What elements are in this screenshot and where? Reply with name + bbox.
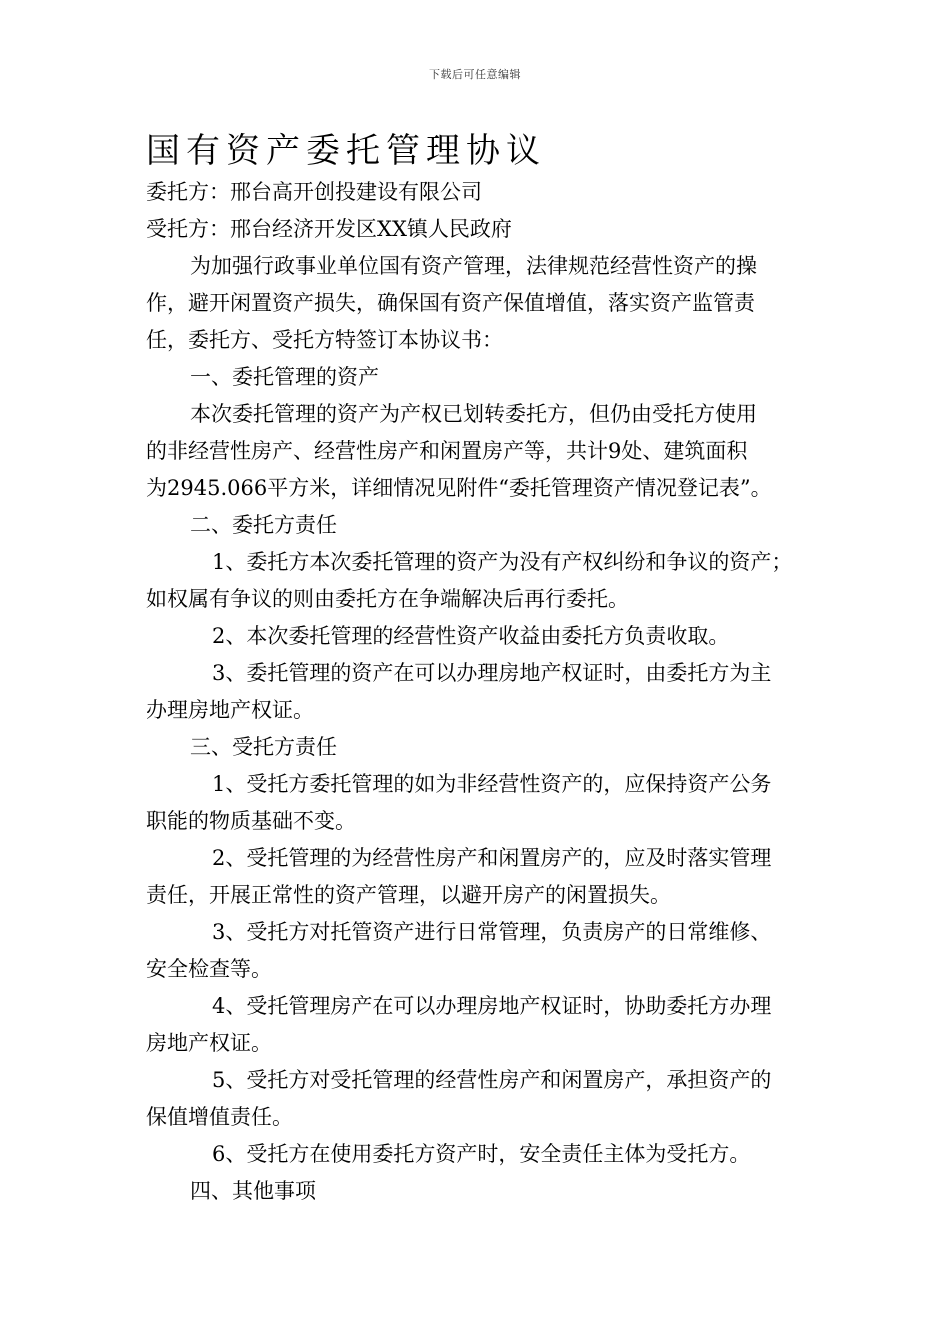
intro-line: 作，避开闲置资产损失，确保国有资产保值增值，落实资产监管责: [146, 291, 755, 315]
section3-item-2: [146, 840, 810, 914]
section3-item-line: 1、受托方委托管理的如为非经营性资产的，应保持资产公务: [212, 772, 772, 796]
document-body: [146, 128, 810, 1210]
section2-item-3: [146, 655, 810, 729]
section3-item-line: 4、受托管理房产在可以办理房地产权证时，协助委托方办理: [212, 994, 772, 1018]
section1-line: 的非经营性房产、经营性房产和闲置房产等，共计9处、建筑面积: [146, 439, 748, 463]
section3-item-1: [146, 766, 810, 840]
section2-item-2: [146, 618, 810, 655]
section3-item-3: [146, 914, 810, 988]
section3-item-line: 责任，开展正常性的资产管理，以避开房产的闲置损失。: [146, 883, 671, 907]
section3-item-line: 5、受托方对受托管理的经营性房产和闲置房产，承担资产的: [212, 1068, 772, 1092]
section2-item-line: 2、本次委托管理的经营性资产收益由委托方负责收取。: [212, 624, 730, 648]
intro-paragraph: [146, 248, 810, 359]
intro-line: 为加强行政事业单位国有资产管理，法律规范经营性资产的操: [190, 254, 757, 278]
section3-item-line: 2、受托管理的为经营性房产和闲置房产的，应及时落实管理: [212, 846, 772, 870]
section3-item-4: [146, 988, 810, 1062]
document-title: 国有资产委托管理协议: [146, 131, 546, 171]
section3-item-line: 房地产权证。: [146, 1031, 272, 1055]
party-a-line: 委托方：邢台高开创投建设有限公司: [146, 180, 482, 204]
section3-item-line: 3、受托方对托管资产进行日常管理，负责房产的日常维修、: [212, 920, 772, 944]
section3-item-line: 6、受托方在使用委托方资产时，安全责任主体为受托方。: [212, 1142, 751, 1166]
section3-item-line: 安全检查等。: [146, 957, 272, 981]
section1-line: 本次委托管理的资产为产权已划转委托方，但仍由受托方使用: [190, 402, 757, 426]
section4-heading: 四、其他事项: [190, 1179, 316, 1203]
section3-item-6: [146, 1136, 810, 1173]
section1-heading: 一、委托管理的资产: [190, 365, 379, 389]
party-b-line: 受托方：邢台经济开发区XX镇人民政府: [146, 217, 512, 241]
section2-item-line: 办理房地产权证。: [146, 698, 314, 722]
section3-item-line: 保值增值责任。: [146, 1105, 293, 1129]
section3-heading: 三、受托方责任: [190, 735, 337, 759]
section1-line: 为2945.066平方米，详细情况见附件“委托管理资产情况登记表”。: [146, 476, 772, 500]
section2-item-line: 3、委托管理的资产在可以办理房地产权证时，由委托方为主: [212, 661, 772, 685]
section3-item-5: [146, 1062, 810, 1136]
section3-item-line: 职能的物质基础不变。: [146, 809, 356, 833]
section2-item-line: 如权属有争议的则由委托方在争端解决后再行委托。: [146, 587, 629, 611]
section1-body: [146, 396, 810, 507]
intro-line: 任，委托方、受托方特签订本协议书：: [146, 328, 503, 352]
section2-item-line: 1、委托方本次委托管理的资产为没有产权纠纷和争议的资产；: [212, 550, 793, 574]
section2-item-1: [146, 544, 810, 618]
header-note: 下载后可任意编辑: [429, 68, 521, 81]
section2-heading: 二、委托方责任: [190, 513, 337, 537]
